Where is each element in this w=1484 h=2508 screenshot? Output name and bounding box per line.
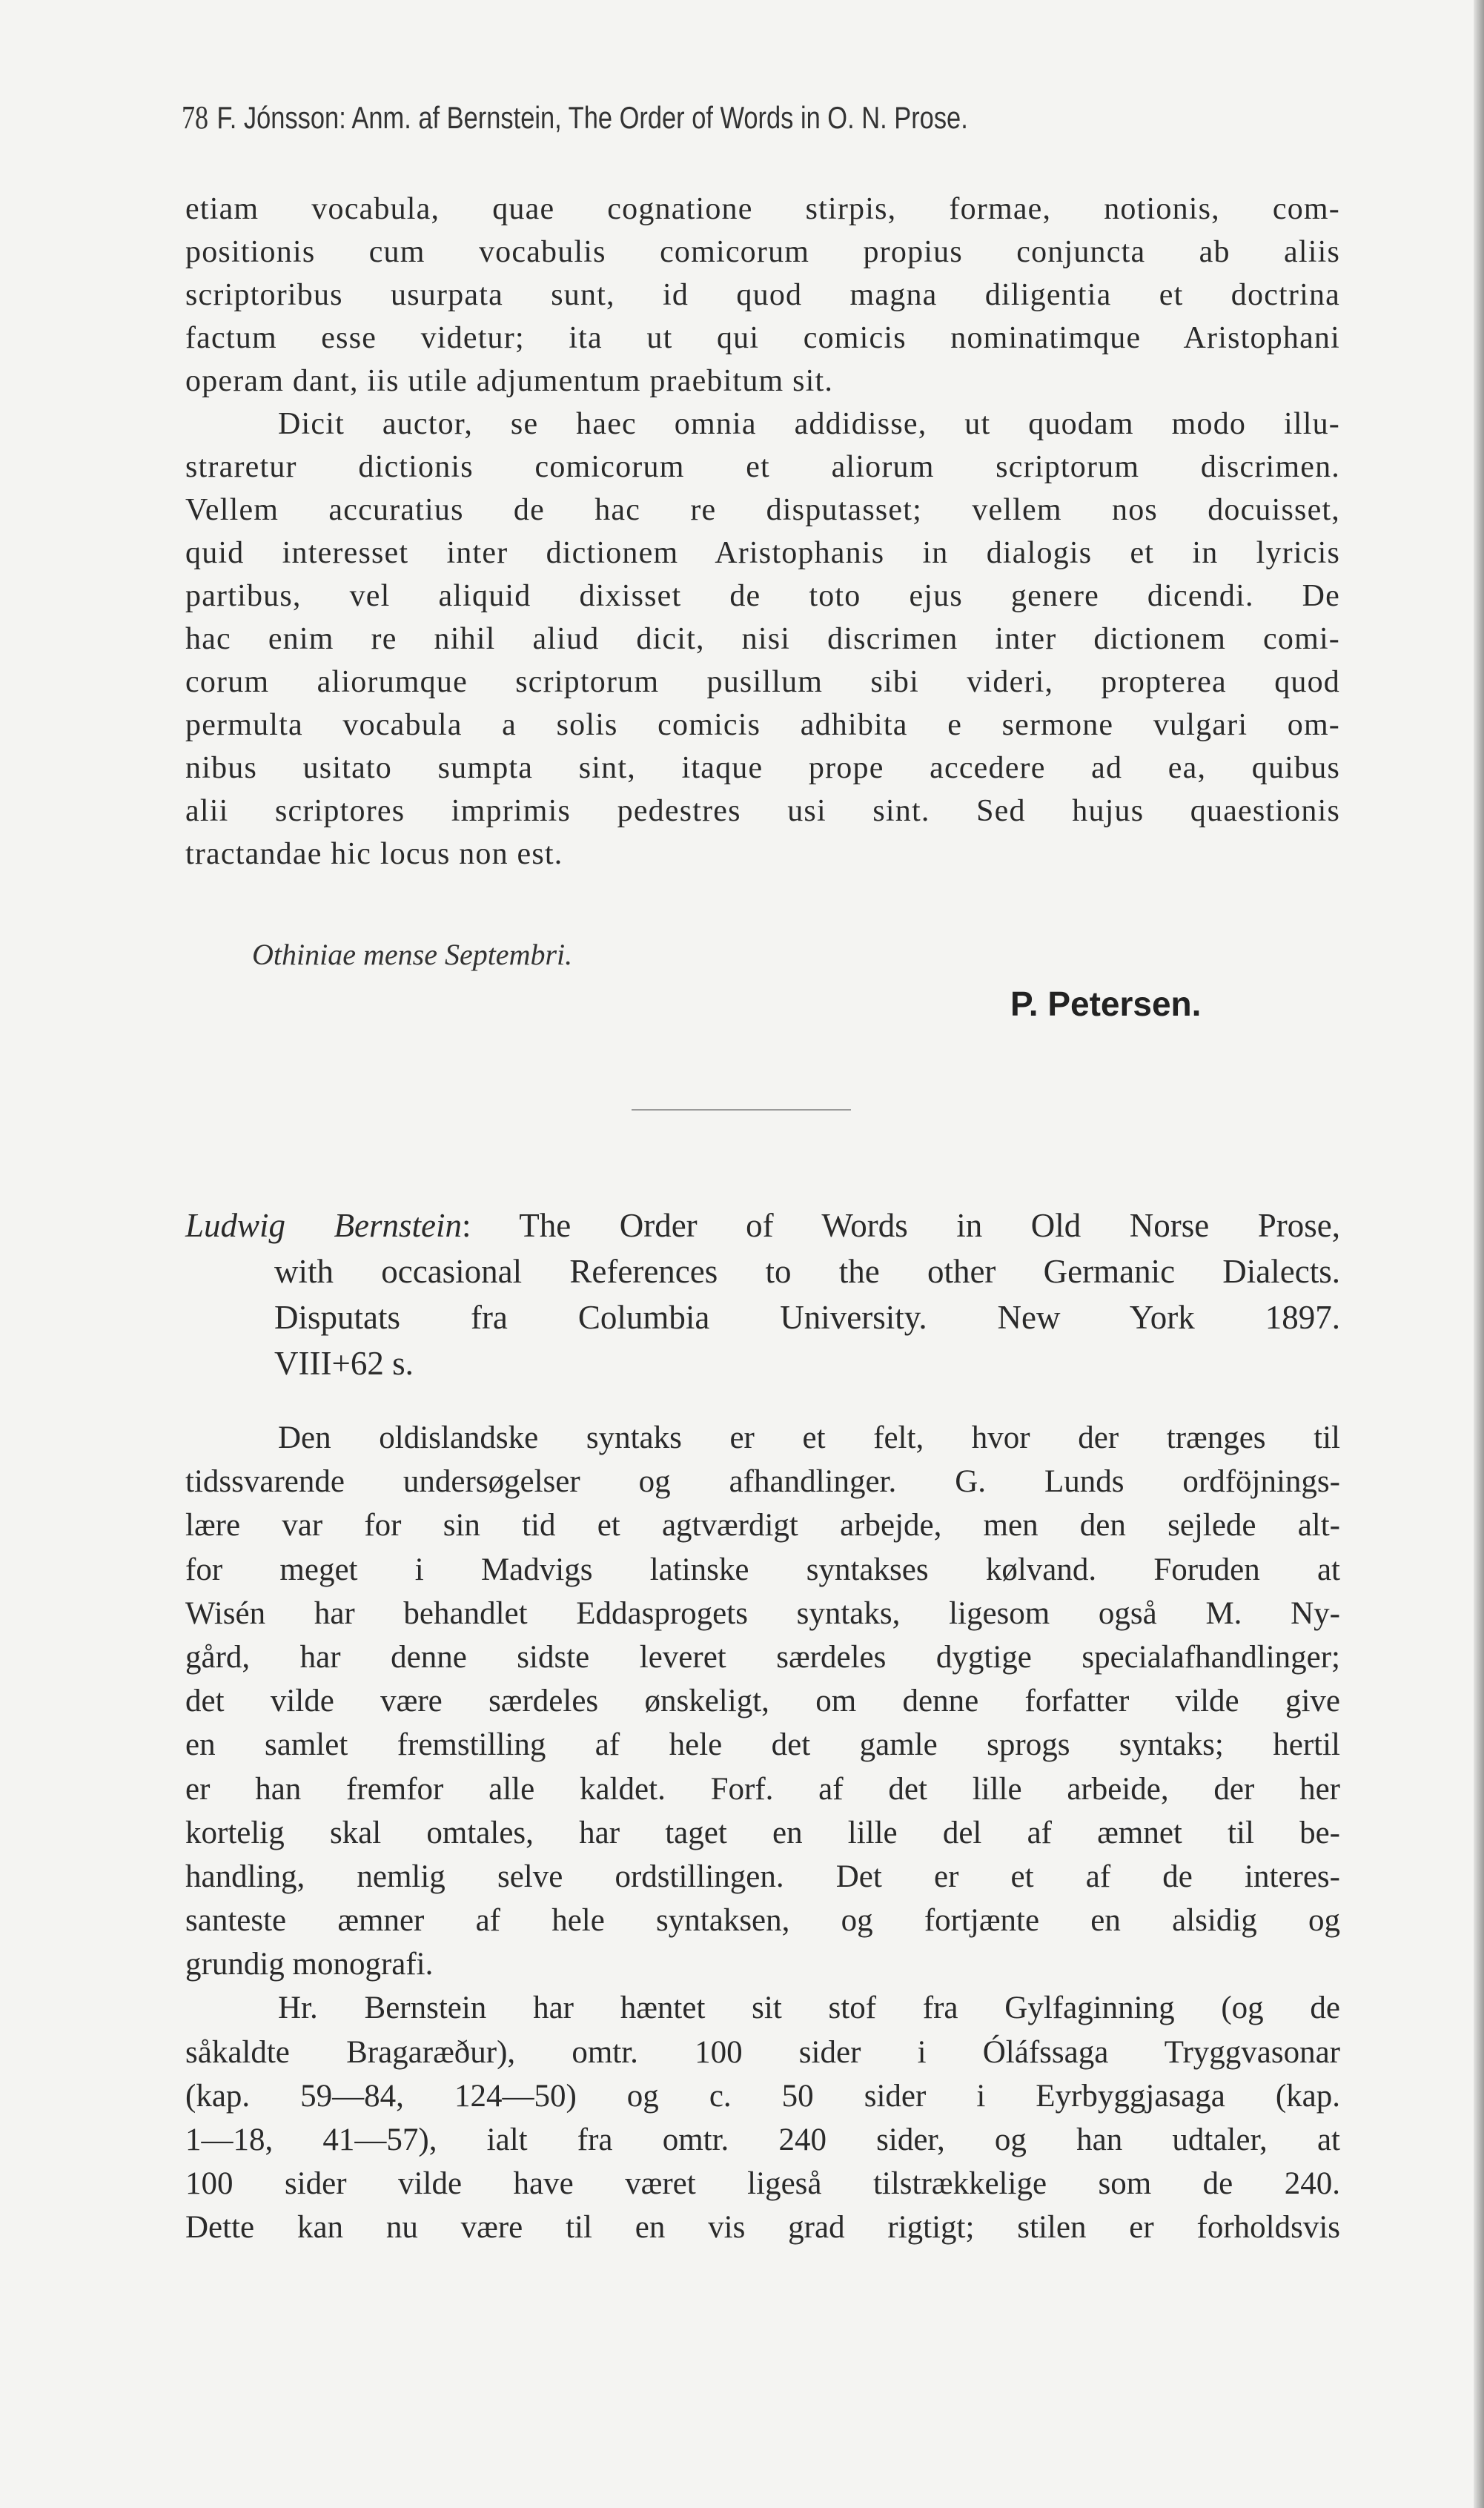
- running-header: [182, 99, 968, 136]
- heading-line: Disputats fra Columbia University. New York 1897.: [274, 1299, 1340, 1336]
- text-line: Dicit auctor, se haec omnia addidisse, ut quodam modo illu-: [278, 407, 1340, 441]
- text-line: handling, nemlig selve ordstillingen. Det er et af de interes-: [185, 1859, 1340, 1894]
- text-line: factum esse videtur; ita ut qui comicis nominatimque Aristophani: [185, 321, 1340, 355]
- text-line: operam dant, iis utile adjumentum praebitum sit.: [185, 364, 834, 398]
- text-line: corum aliorumque scriptorum pusillum sibi videri, propterea quod: [185, 665, 1340, 699]
- heading-line: with occasional References to the other Germanic Dialects.: [274, 1253, 1340, 1290]
- text-line: såkaldte Bragaræður), omtr. 100 sider i Óláfssaga Tryggvasonar: [185, 2034, 1340, 2070]
- text-line: quid interesset inter dictionem Aristophanis in dialogis et in lyricis: [185, 536, 1340, 570]
- text-line: etiam vocabula, quae cognatione stirpis, formae, notionis, com-: [185, 192, 1340, 226]
- review-heading: [185, 1202, 1340, 1386]
- text-line: permulta vocabula a solis comicis adhibita e sermone vulgari om-: [185, 708, 1340, 742]
- running-title: F. Jónsson: Anm. af Bernstein, The Order of Words in O. N. Prose.: [216, 100, 968, 135]
- text-line: Hr. Bernstein har hæntet sit stof fra Gylfaginning (og de: [278, 1991, 1340, 2026]
- text-line: partibus, vel aliquid dixisset de toto ejus genere dicendi. De: [185, 579, 1340, 613]
- page-edge-shadow: [1474, 0, 1484, 2508]
- text-line: 1—18, 41—57), ialt fra omtr. 240 sider, og han udtaler, at: [185, 2122, 1340, 2157]
- text-line: Den oldislandske syntaks er et felt, hvor der trænges til: [278, 1420, 1340, 1455]
- text-line: tractandae hic locus non est.: [185, 837, 563, 871]
- text-line: det vilde være særdeles ønskeligt, om denne forfatter vilde give: [185, 1684, 1340, 1719]
- text-line: kortelig skal omtales, har taget en lille del af æmnet til be-: [185, 1815, 1340, 1850]
- text-line: lære var for sin tid et agtværdigt arbejde, men den sejlede alt-: [185, 1508, 1340, 1543]
- text-line: nibus usitato sumpta sint, itaque prope accedere ad ea, quibus: [185, 751, 1340, 785]
- heading-line: [185, 1202, 1340, 1248]
- text-line: positionis cum vocabulis comicorum propius conjuncta ab aliis: [185, 235, 1340, 269]
- text-line: 100 sider vilde have været ligeså tilstrækkelige som de 240.: [185, 2166, 1340, 2202]
- page-number: 78: [182, 99, 209, 136]
- book-title: : The Order of Words in Old Norse Prose,: [462, 1207, 1340, 1244]
- latin-review-text: [185, 188, 1340, 876]
- text-line: santeste æmner af hele syntaksen, og fortjænte en alsidig og: [185, 1903, 1340, 1939]
- text-line: gård, har denne sidste leveret særdeles dygtige specialafhandlinger;: [185, 1639, 1340, 1675]
- signature: P. Petersen.: [1010, 985, 1202, 1023]
- text-line: Vellem accuratius de hac re disputasset; vellem nos docuisset,: [185, 493, 1340, 527]
- heading-line: VIII+62 s.: [274, 1345, 414, 1382]
- text-line: for meget i Madvigs latinske syntakses kølvand. Foruden at: [185, 1552, 1340, 1587]
- text-line: Wisén har behandlet Eddasprogets syntaks, ligesom også M. Ny-: [185, 1595, 1340, 1631]
- text-line: (kap. 59—84, 124—50) og c. 50 sider i Eyrbyggjasaga (kap.: [185, 2078, 1340, 2114]
- text-line: tidssvarende undersøgelser og afhandlinger. G. Lunds ordföjnings-: [185, 1464, 1340, 1500]
- text-line: alii scriptores imprimis pedestres usi sint. Sed hujus quaestionis: [185, 794, 1340, 828]
- text-line: grundig monografi.: [185, 1947, 434, 1982]
- text-line: Dette kan nu være til en vis grad rigtigt; stilen er forholdsvis: [185, 2210, 1340, 2246]
- review-body: [185, 1416, 1340, 2250]
- book-author: Ludwig Bernstein: [185, 1207, 463, 1244]
- text-line: hac enim re nihil aliud dicit, nisi discrimen inter dictionem comi-: [185, 622, 1340, 656]
- text-line: en samlet fremstilling af hele det gamle sprogs syntaks; hertil: [185, 1727, 1340, 1763]
- place-date: Othiniae mense Septembri.: [252, 938, 573, 971]
- text-line: scriptoribus usurpata sunt, id quod magna diligentia et doctrina: [185, 278, 1340, 312]
- section-divider: [632, 1109, 851, 1111]
- text-line: er han fremfor alle kaldet. Forf. af det lille arbeide, der her: [185, 1771, 1340, 1807]
- text-line: straretur dictionis comicorum et aliorum scriptorum discrimen.: [185, 450, 1340, 484]
